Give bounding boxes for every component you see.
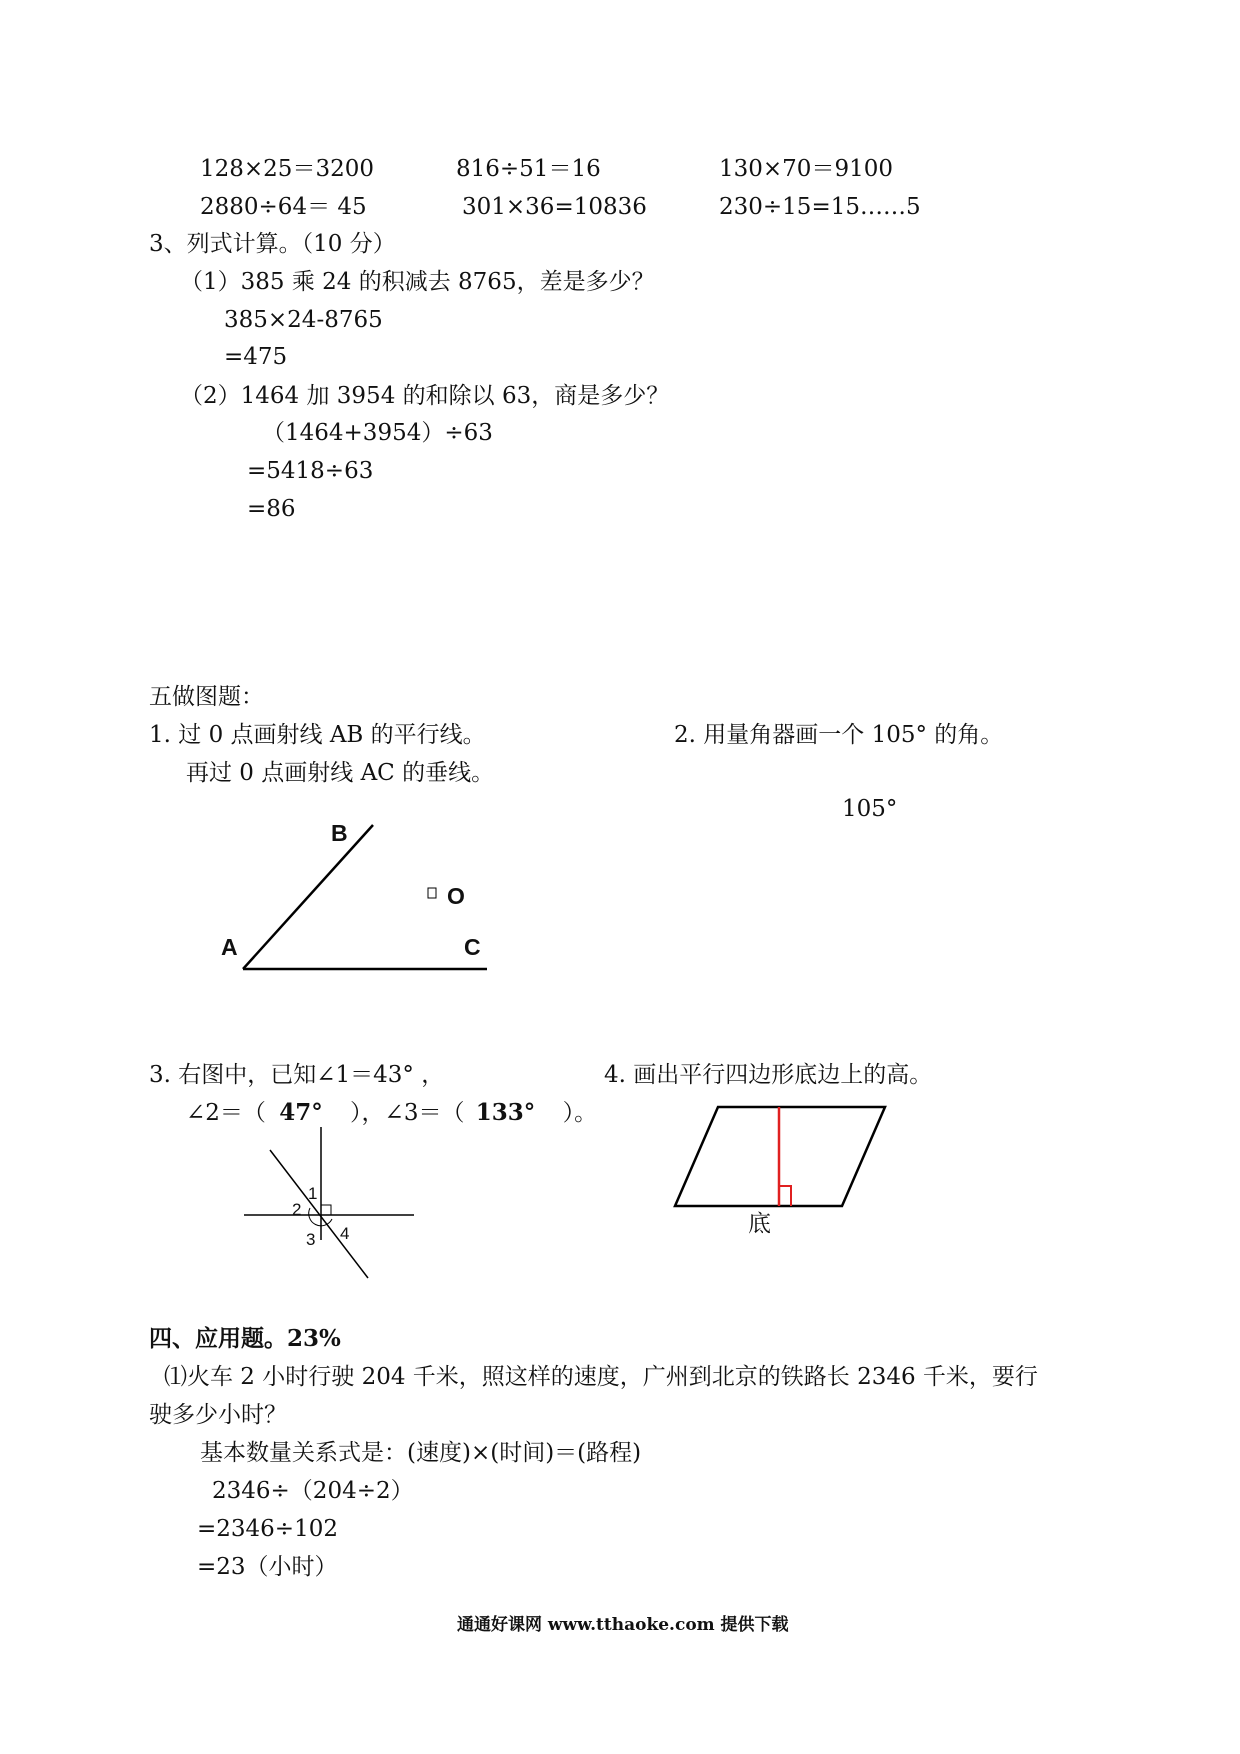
- calc-result: 230÷15=15……5: [719, 194, 921, 220]
- section-title: 五做图题：: [149, 684, 264, 710]
- label-c: C: [464, 934, 481, 960]
- calc-result: 301×36=10836: [462, 194, 647, 220]
- calc-result: 128×25＝3200: [200, 156, 374, 182]
- closing-paren: ）。: [562, 1100, 598, 1126]
- problem-text: 驶多少小时？: [149, 1402, 287, 1428]
- problem-text: ⑴火车 2 小时行驶 204 千米，照这样的速度，广州到北京的铁路长 2346 千米，要行: [164, 1364, 1038, 1390]
- answer-step: =475: [224, 344, 288, 370]
- relation-text: 基本数量关系式是：(速度)×(时间)＝(路程): [200, 1440, 642, 1466]
- angle2-answer: 47°: [279, 1099, 323, 1126]
- angle-label-2: 2: [292, 1200, 302, 1219]
- problem-text: 4. 画出平行四边形底边上的高。: [604, 1062, 933, 1088]
- section-title: 四、应用题。23%: [149, 1325, 341, 1352]
- angle-label-3: 3: [306, 1230, 316, 1249]
- angle3-label: ），∠3＝（: [350, 1100, 465, 1126]
- label-o: O: [447, 883, 465, 909]
- base-label: 底: [748, 1211, 771, 1237]
- answer-step: =86: [247, 496, 296, 522]
- angle-answer: 105°: [842, 796, 898, 822]
- problem-text: 3. 右图中，已知∠1＝43° ，: [149, 1062, 445, 1088]
- answer-step: =2346÷102: [197, 1516, 338, 1542]
- angle3-answer: 133°: [475, 1099, 536, 1126]
- problem-text: 1. 过 0 点画射线 AB 的平行线。: [149, 722, 486, 748]
- section-title: 3、列式计算。（10 分）: [149, 231, 396, 257]
- angle2-label: ∠2＝（: [186, 1100, 266, 1126]
- answer-step: =23（小时）: [197, 1554, 338, 1580]
- answer-step: =5418÷63: [247, 458, 374, 484]
- question-text: （2）1464 加 3954 的和除以 63，商是多少？: [180, 383, 670, 409]
- answer-step: 385×24-8765: [224, 307, 383, 333]
- angle-label-1: 1: [308, 1184, 318, 1203]
- footer-text: 通通好课网 www.tthaoke.com 提供下载: [457, 1615, 789, 1635]
- answer-step: （1464+3954）÷63: [262, 420, 493, 446]
- answer-step: 2346÷（204÷2）: [212, 1478, 414, 1504]
- angle-label-4: 4: [340, 1224, 350, 1243]
- question-text: （1）385 乘 24 的积减去 8765，差是多少？: [180, 269, 655, 295]
- calc-result: 816÷51＝16: [456, 156, 601, 182]
- problem-text: 再过 0 点画射线 AC 的垂线。: [186, 760, 495, 786]
- label-a: A: [221, 934, 238, 960]
- problem-text: 2. 用量角器画一个 105° 的角。: [674, 722, 1004, 748]
- calc-result: 2880÷64＝ 45: [200, 194, 367, 220]
- label-b: B: [331, 820, 348, 846]
- calc-result: 130×70＝9100: [719, 156, 893, 182]
- height-right-angle: [779, 1186, 791, 1206]
